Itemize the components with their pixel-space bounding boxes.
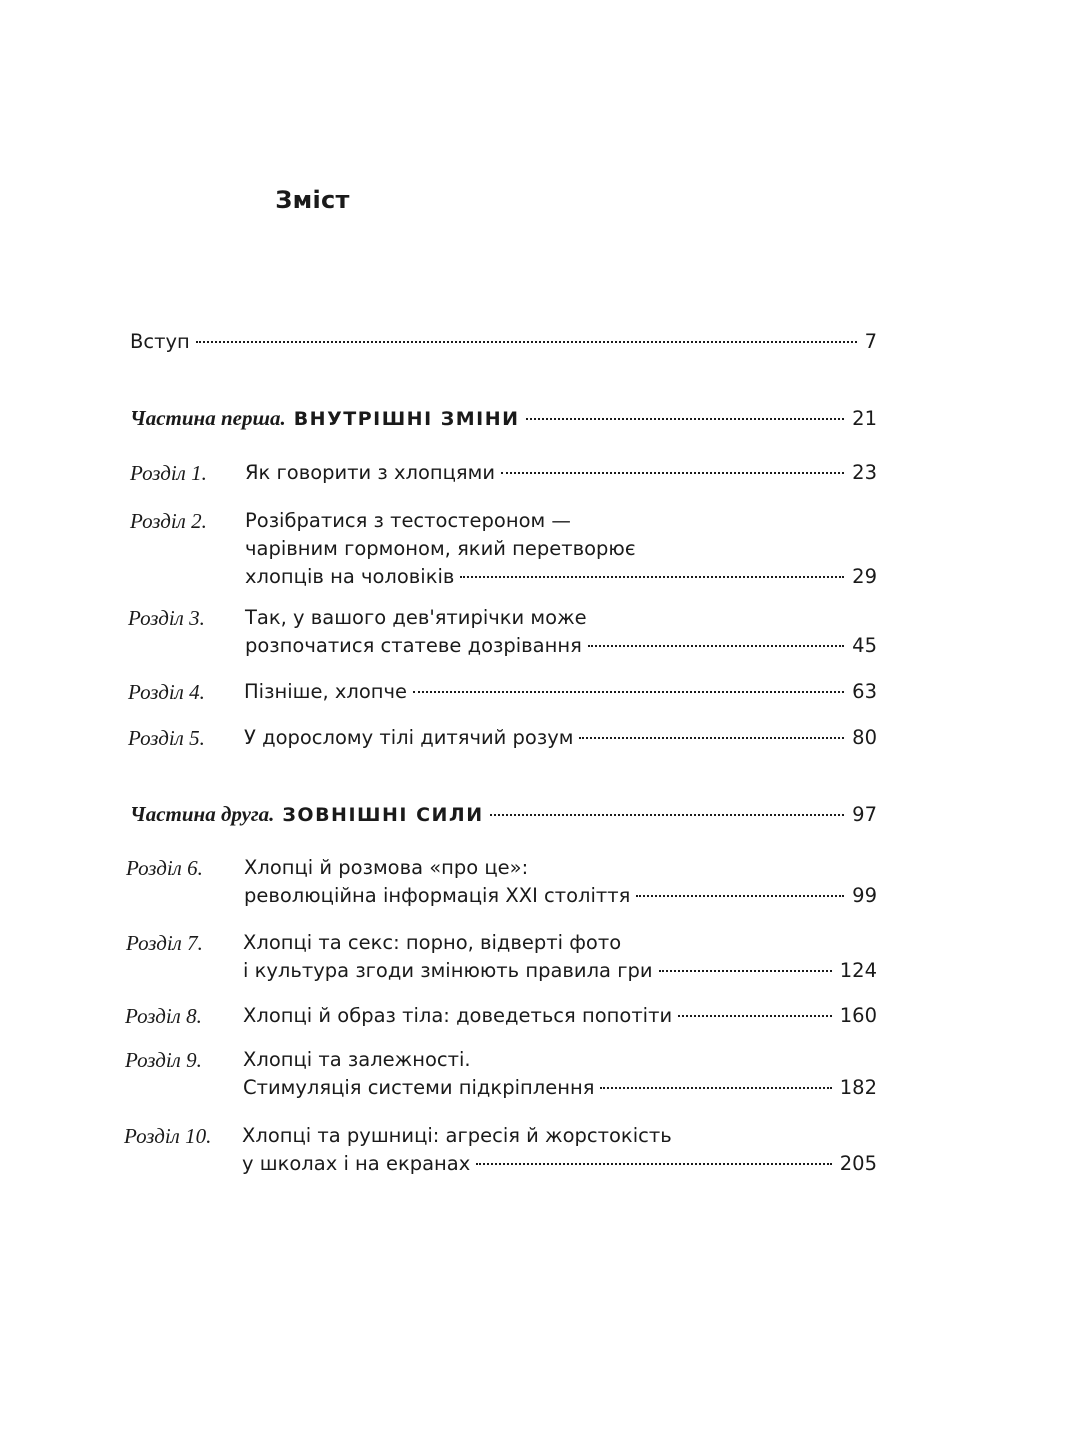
chapter-title-line: Розібратися з тестостероном — [245, 509, 571, 532]
chapter-label: Розділ 10. [124, 1124, 212, 1148]
chapter-title-line: Пізніше, хлопче [244, 680, 408, 703]
part-label: Частина перша. [130, 406, 286, 430]
page-title: Зміст [275, 186, 350, 214]
page-number: 205 [839, 1152, 877, 1175]
dot-leader [659, 970, 832, 972]
chapter-label: Розділ 6. [126, 856, 203, 880]
chapter-label: Розділ 9. [125, 1048, 202, 1072]
chapter-label: Розділ 5. [128, 726, 205, 750]
page-number: 160 [839, 1004, 877, 1027]
chapter-title-line: У дорослому тілі дитячий розум [244, 726, 574, 749]
chapter-title-line: розпочатися статеве дозрівання [245, 634, 582, 657]
page-number: 45 [852, 634, 877, 657]
chapter-label: Розділ 2. [130, 509, 207, 533]
page-number: 124 [839, 959, 877, 982]
chapter-title-line: Так, у вашого дев'ятирічки може [245, 606, 587, 629]
dot-leader [636, 895, 844, 897]
chapter-title-line: і культура згоди змінюють правила гри [243, 959, 653, 982]
chapter-label: Розділ 1. [130, 461, 207, 485]
dot-leader [476, 1163, 831, 1165]
dot-leader [526, 418, 845, 420]
chapter-label: Розділ 8. [125, 1004, 202, 1028]
dot-leader [678, 1015, 832, 1017]
entry-title: Вступ [130, 330, 190, 353]
chapter-title-line: революційна інформація XXI століття [244, 884, 631, 907]
chapter-title-line: хлопців на чоловіків [245, 565, 455, 588]
chapter-title-line: Хлопці та секс: порно, відверті фото [243, 931, 622, 954]
chapter-label: Розділ 7. [126, 931, 203, 955]
dot-leader [579, 737, 844, 739]
page-number: 99 [852, 884, 877, 907]
page-number: 97 [852, 803, 877, 826]
dot-leader [196, 341, 857, 343]
chapter-title-line: Стимуляція системи підкріплення [243, 1076, 595, 1099]
part-label: Частина друга. [130, 802, 275, 826]
page-number: 21 [852, 407, 877, 430]
page-number: 182 [839, 1076, 877, 1099]
dot-leader [501, 472, 844, 474]
page-number: 23 [852, 461, 877, 484]
part-title: ВНУТРІШНІ ЗМІНИ [293, 408, 520, 430]
page-number: 29 [852, 565, 877, 588]
dot-leader [600, 1087, 831, 1089]
chapter-title-line: чарівним гормоном, який перетворює [245, 537, 636, 560]
chapter-title-line: Хлопці й образ тіла: доведеться попотіти [243, 1004, 673, 1027]
dot-leader [588, 645, 844, 647]
chapter-title-line: Хлопці й розмова «про це»: [244, 856, 529, 879]
chapter-title-line: Хлопці та рушниці: агресія й жорстокість [242, 1124, 672, 1147]
part-title: ЗОВНІШНІ СИЛИ [282, 804, 484, 826]
dot-leader [490, 814, 845, 816]
page-number: 80 [852, 726, 877, 749]
dot-leader [413, 691, 844, 693]
chapter-title-line: Як говорити з хлопцями [245, 461, 496, 484]
page-number: 63 [852, 680, 877, 703]
dot-leader [460, 576, 844, 578]
chapter-title-line: Хлопці та залежності. [243, 1048, 471, 1071]
chapter-title-line: у школах і на екранах [242, 1152, 471, 1175]
chapter-label: Розділ 3. [128, 606, 205, 630]
page-number: 7 [864, 330, 877, 353]
chapter-label: Розділ 4. [128, 680, 205, 704]
